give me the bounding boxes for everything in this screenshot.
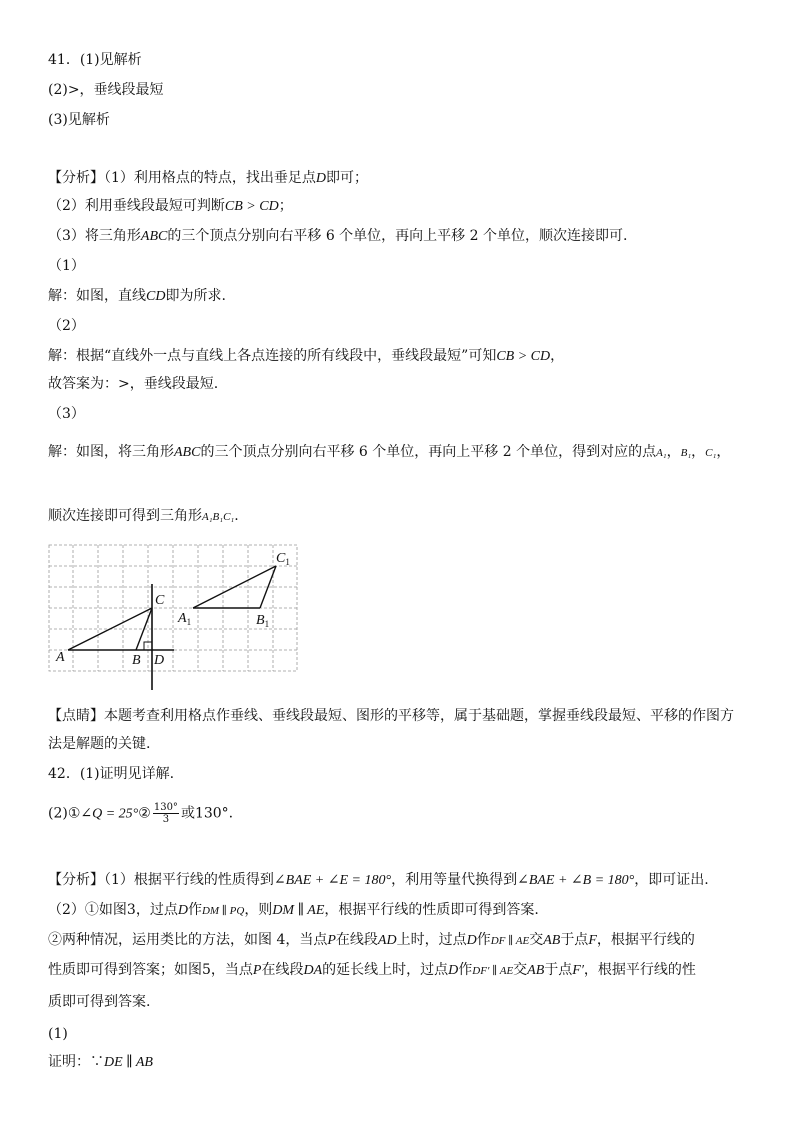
q41-comment-line-2: 法是解题的关键. [48,736,151,752]
label-d: D [154,653,165,668]
q41-answer-3: (3)见解析 [48,112,110,128]
label-c: C [155,593,165,608]
q42-answer-1: 42．(1)证明见详解. [48,766,175,782]
q41-part1-label: （1） [48,258,85,274]
q41-part3-line-2: 顺次连接即可得到三角形A₁B₁C₁. [48,508,239,524]
q42-analysis-line-1: 【分析】（1）根据平行线的性质得到∠BAE + ∠E = 180°，利用等量代换得到∠BAE + ∠B = 180°，即可证出. [48,872,709,888]
label-a1: $A_1$ [178,611,192,627]
q41-part2-solution: 解：根据“直线外一点与直线上各点连接的所有线段中，垂线段最短”可知CB > CD， [48,348,565,364]
q41-analysis-line-2: （2）利用垂线段最短可判断CB > CD； [48,198,293,214]
q41-analysis-line-1: 【分析】（1）利用格点的特点，找出垂足点D即可； [48,170,369,186]
label-b: B [132,653,141,668]
label-c1: $C_1$ [276,551,290,567]
q42-analysis-line-2: （2）①如图3，过点D作DM ∥ PQ，则DM ∥ AE，根据平行线的性质即可得到答案. [48,902,539,918]
q42-part1-label: (1) [48,1026,68,1042]
fraction: $\frac{130^\circ}{3}$ [153,802,178,825]
q42-analysis-line-5: 质即可得到答案. [48,994,151,1010]
q41-comment-line-1: 【点睛】本题考查利用格点作垂线、垂线段最短、图形的平移等，属于基础题，掌握垂线段最短、平移的作图方 [48,708,734,724]
q41-part3-solution: 解：如图，将三角形ABC的三个顶点分别向右平移 6 个单位，再向上平移 2 个单位，得到对应的点A₁，B₁，C₁， [48,444,731,460]
q41-part2-label: （2） [48,318,85,334]
q42-analysis-line-3: ②两种情况，运用类比的方法，如图 4，当点P在线段AD上时，过点D作DF ∥ AE交AB于点F，根据平行线的 [48,932,695,948]
q41-answer-1: 41．(1)见解析 [48,52,142,68]
q41-part1-solution: 解：如图，直线CD即为所求. [48,288,226,304]
label-a: A [56,650,65,665]
q41-part2-answer: 故答案为：>，垂线段最短. [48,376,219,392]
q41-part3-label: （3） [48,406,85,422]
q41-analysis-line-3: （3）将三角形ABC的三个顶点分别向右平移 6 个单位，再向上平移 2 个单位，顺次连接即可. [48,228,628,244]
grid-figure [48,544,298,694]
q42-answer-2: (2)①∠Q = 25°② $\frac{130^\circ}{3}$ 或130°. [48,802,234,825]
analysis-label: 【分析】 [48,170,104,186]
comment-label: 【点睛】 [48,708,104,724]
q42-analysis-line-4: 性质即可得到答案；如图5，当点P在线段DA的延长线上时，过点D作DF′ ∥ AE交AB于点F′，根据平行线的性 [48,962,696,978]
q41-answer-2: (2)>，垂线段最短 [48,82,164,98]
label-b1: $B_1$ [256,613,270,629]
q42-proof-start: 证明：∵DE ∥ AB [48,1054,153,1070]
